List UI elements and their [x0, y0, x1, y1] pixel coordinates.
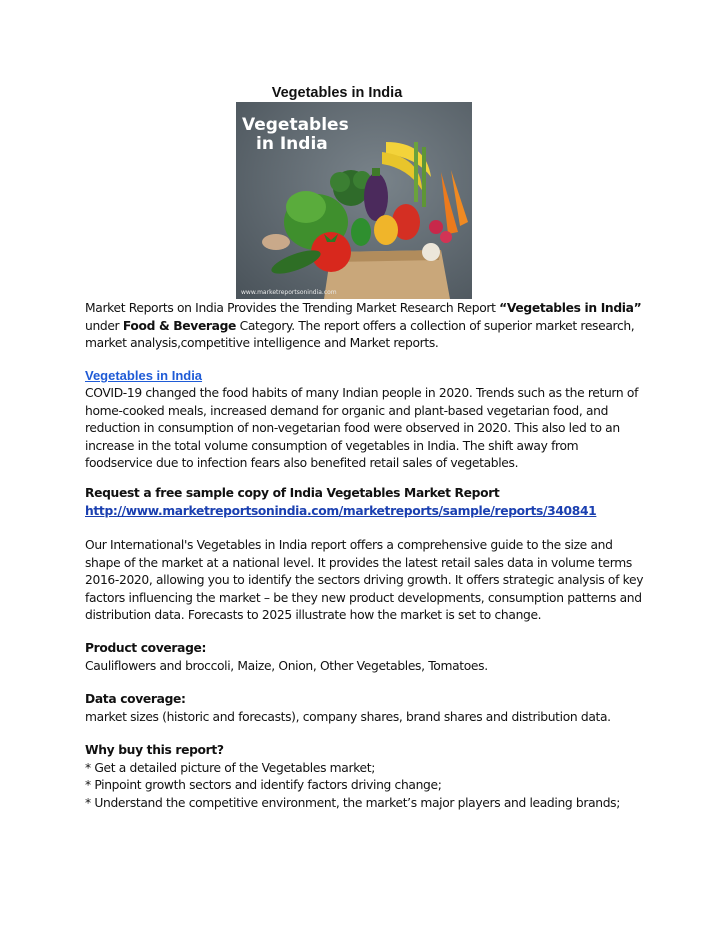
request-heading: Request a free sample copy of India Vegetables Market Report [85, 486, 500, 500]
data-coverage-heading: Data coverage: [85, 692, 186, 706]
data-coverage [85, 691, 645, 726]
hero-title-line1: Vegetables [242, 115, 349, 135]
section-heading-link[interactable]: Vegetables in India [85, 368, 203, 383]
intro-paragraph [85, 300, 645, 353]
covid-paragraph: COVID-19 changed the food habits of many Indian people in 2020. Trends such as the return of home-cooked meals, increased demand for organic and plant-based vegetarian food, and reduction in consumption of non-vegetarian food were observed in 2020. This also led to an increase in the total volume consumption of vegetables in India. The shift away from foodservice due to infection fears also benefited retail sales of vegetables. [85, 386, 639, 471]
intro-text-b: under [85, 318, 123, 333]
intro-text-a: Market Reports on India Provides the Trending Market Research Report [85, 301, 500, 315]
hero-title-line2: in India [256, 134, 328, 154]
product-coverage-heading: Product coverage: [85, 641, 207, 655]
why-buy-item: * Pinpoint growth sectors and identify factors driving change; [85, 778, 442, 793]
overview-paragraph: Our International's Vegetables in India report offers a comprehensive guide to the size and shape of the market at a national level. It provides the latest retail sales data in volume terms 2016-2020, allowing you to identify the sectors driving growth. It offers strategic analysis of key factors influencing the market – be they new product developments, consumption patterns and distribution data. Forecasts to 2025 illustrate how the market is set to change. [85, 538, 644, 623]
request-sample-link[interactable]: http://www.marketreportsonindia.com/marketreports/sample/reports/340841 [85, 503, 597, 518]
hero-image [236, 102, 472, 299]
why-buy-item: * Understand the competitive environment, the market’s major players and leading brands; [85, 795, 621, 810]
intro-category: Food & Beverage [122, 318, 237, 333]
product-coverage-text: Cauliflowers and broccoli, Maize, Onion, Other Vegetables, Tomatoes. [85, 658, 488, 673]
hero-watermark: www.marketreportsonindia.com [241, 289, 337, 296]
product-coverage [85, 640, 645, 675]
why-buy-section [85, 742, 645, 812]
why-buy-item: * Get a detailed picture of the Vegetables market; [85, 760, 376, 775]
intro-text-c: Category. The report offers a collection of superior market research, market analysis,competitive intelligence and Market reports. [85, 318, 635, 351]
hero-title [242, 115, 349, 154]
data-coverage-text: market sizes (historic and forecasts), company shares, brand shares and distribution data. [85, 709, 611, 724]
intro-report-name: “Vegetables in India” [499, 301, 642, 315]
document-title: Vegetables in India [271, 85, 403, 101]
why-buy-heading: Why buy this report? [85, 743, 224, 757]
request-block [85, 485, 645, 520]
